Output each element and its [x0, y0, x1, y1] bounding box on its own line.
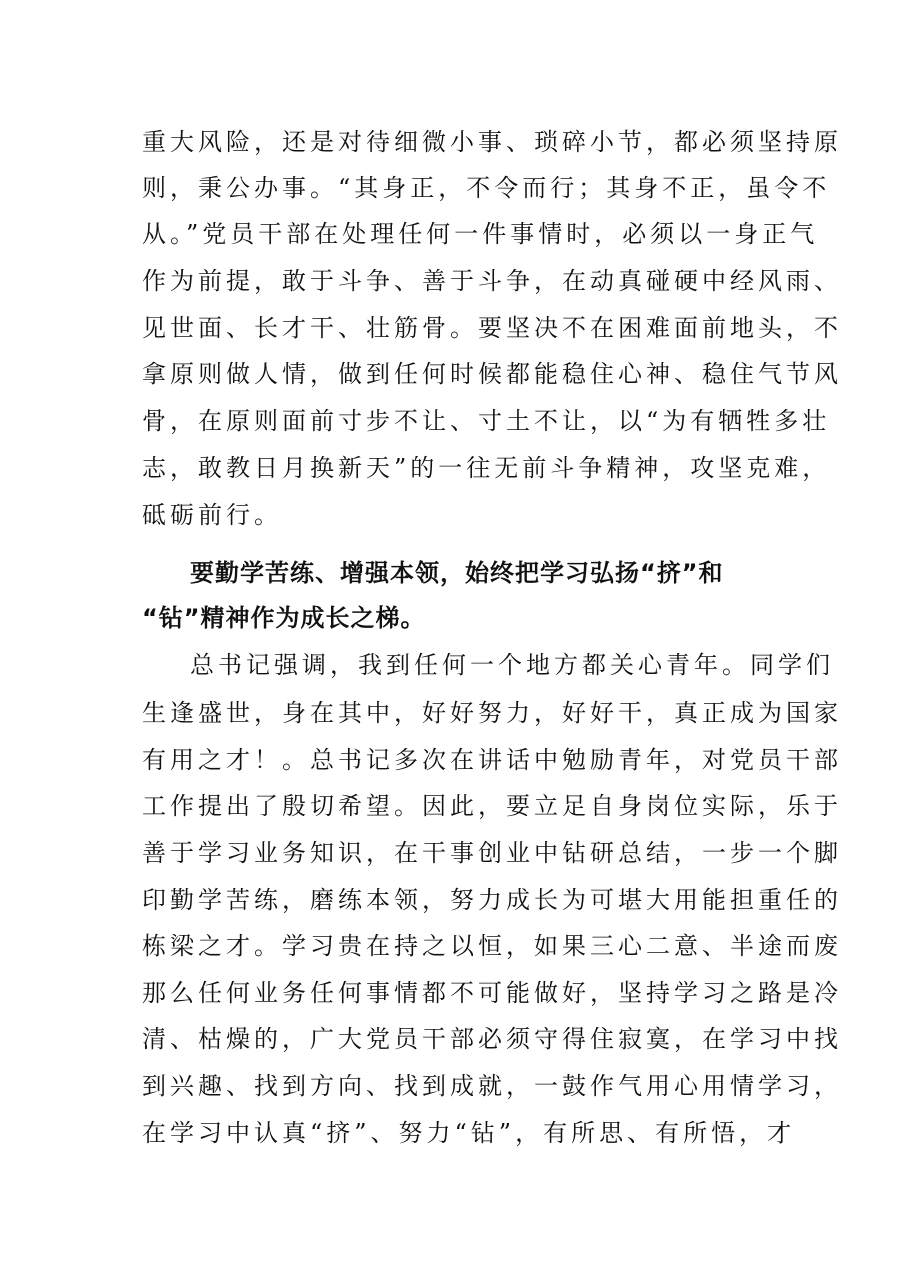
paragraph1-line-8: 志，敢教日月换新天”的一往无前斗争精神，攻坚克难，: [142, 454, 831, 482]
paragraph1-line-2: 则，秉公办事。“其身正，不令而行；其身不正，虽令不: [142, 174, 831, 202]
paragraph2-line-6: 印勤学苦练，磨练本领，努力成长为可堪大用能担重任的: [142, 886, 842, 914]
paragraph2-line-11: 在学习中认真“挤”、努力“钻”，有所思、有所悟，才: [142, 1119, 796, 1147]
paragraph1-line-7: 骨，在原则面前寸步不让、寸土不让，以“为有牺牲多壮: [142, 407, 831, 435]
paragraph2-line-5: 善于学习业务知识，在干事创业中钻研总结，一步一个脚: [142, 839, 842, 867]
paragraph1-line-3: 从。”党员干部在处理任何一件事情时，必须以一身正气: [142, 220, 819, 248]
paragraph2-line-1: 总书记强调，我到任何一个地方都关心青年。同学们: [190, 651, 834, 679]
paragraph1-line-4: 作为前提，敢于斗争、善于斗争，在动真碰硬中经风雨、: [142, 267, 842, 295]
paragraph2-line-9: 清、枯燥的，广大党员干部必须守得住寂寞，在学习中找: [142, 1025, 842, 1053]
paragraph2-line-2: 生逢盛世，身在其中，好好努力，好好干，真正成为国家: [142, 699, 842, 727]
paragraph1-line-6: 拿原则做人情，做到任何时候都能稳住心神、稳住气节风: [142, 360, 842, 388]
paragraph2-line-4: 工作提出了殷切希望。因此，要立足自身岗位实际，乐于: [142, 792, 842, 820]
paragraph2-line-10: 到兴趣、找到方向、找到成就，一鼓作气用心用情学习，: [142, 1072, 842, 1100]
paragraph1-line-5: 见世面、长才干、壮筋骨。要坚决不在困难面前地头，不: [142, 314, 842, 342]
paragraph1-line-9: 砥砺前行。: [142, 501, 282, 529]
section-heading-line-2: “钻”精神作为成长之梯。: [142, 604, 426, 632]
paragraph2-line-8: 那么任何业务任何事情都不可能做好，坚持学习之路是冷: [142, 979, 842, 1007]
paragraph2-line-7: 栋梁之才。学习贵在持之以恒，如果三心二意、半途而废: [142, 932, 842, 960]
paragraph1-line-1: 重大风险，还是对待细微小事、琐碎小节，都必须坚持原: [142, 128, 842, 156]
paragraph2-line-3: 有用之才！。总书记多次在讲话中勉励青年，对党员干部: [142, 746, 842, 774]
section-heading-line-1: 要勤学苦练、增强本领，始终把学习弘扬“挤”和: [190, 559, 724, 587]
